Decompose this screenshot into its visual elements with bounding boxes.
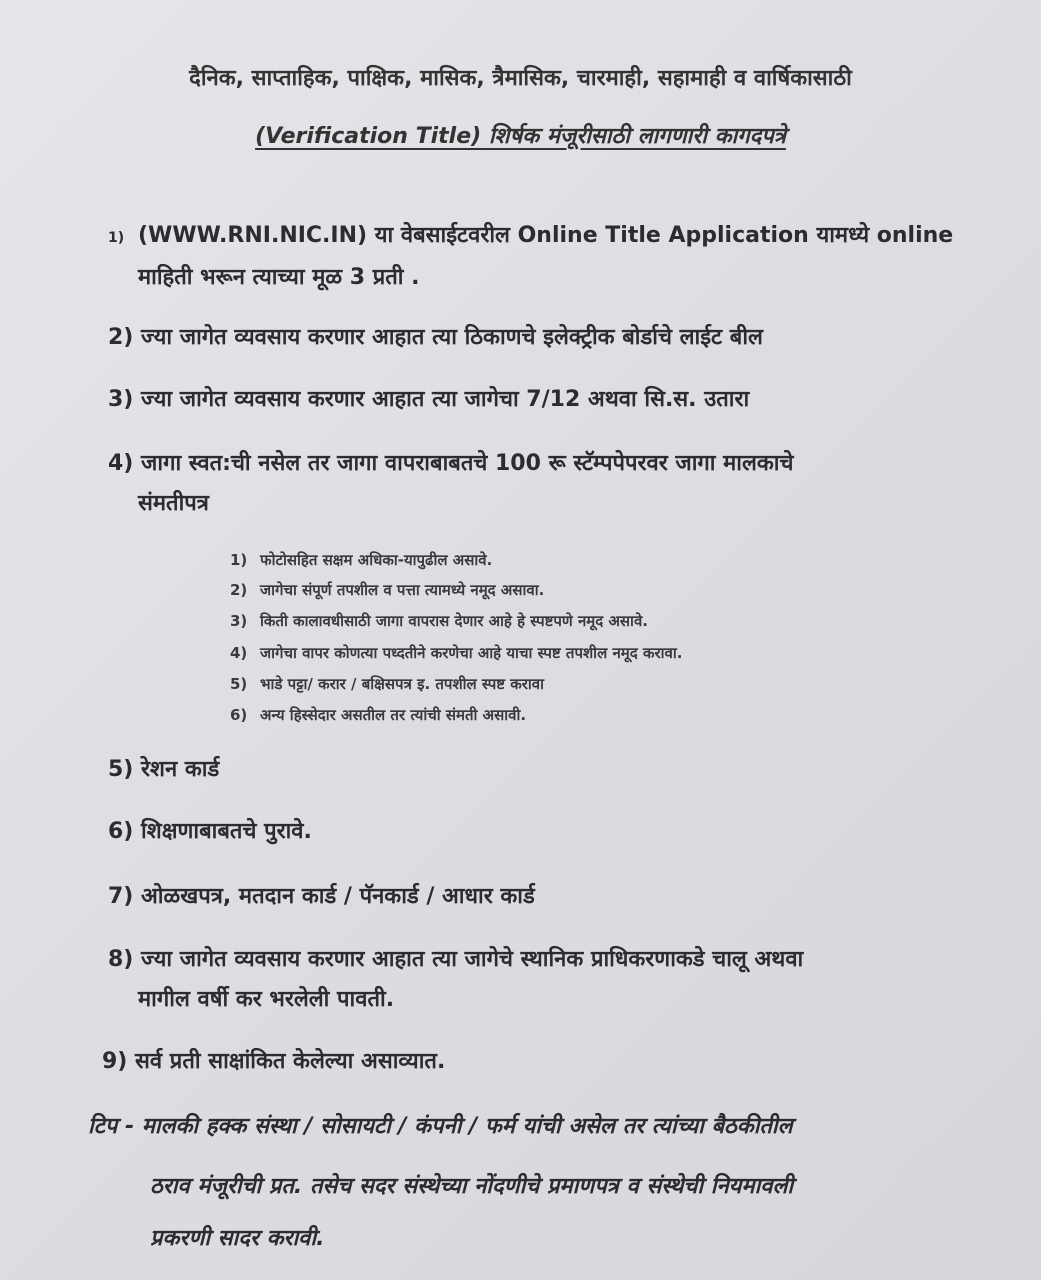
subitem-3: 3) किती कालावधीसाठी जागा वापरास देणार आहे हे स्पष्टपणे नमूद असावे. — [230, 612, 648, 630]
item-3-line1: ज्या जागेत व्यवसाय करणार आहात त्या जागेचा 7/12 अथवा सि.स. उतारा — [141, 387, 750, 412]
item-1-line1: (WWW.RNI.NIC.IN) या वेबसाईटवरील Online Title Application यामध्ये online — [138, 223, 954, 248]
subitem-4: 4) जागेचा वापर कोणत्या पध्दतीने करणेचा आहे याचा स्पष्ट तपशील नमूद करावा. — [230, 644, 683, 662]
item-5-line1: रेशन कार्ड — [141, 757, 220, 782]
subitem-2: 2) जागेचा संपूर्ण तपशील व पत्ता त्यामध्ये नमूद असावा. — [230, 581, 545, 599]
note-line2: ठराव मंजूरीची प्रत. तसेच सदर संस्थेच्या नोंदणीचे प्रमाणपत्र व संस्थेची नियमावली — [150, 1174, 794, 1199]
list-item-3: 3) ज्या जागेत व्यवसाय करणार आहात त्या जागेचा 7/12 अथवा सि.स. उतारा — [108, 387, 750, 412]
list-item-2: 2) ज्या जागेत व्यवसाय करणार आहात त्या ठिकाणचे इलेक्ट्रीक बोर्डाचे लाईट बील — [108, 325, 763, 350]
list-item-6: 6) शिक्षणाबाबतचे पुरावे. — [108, 819, 312, 844]
heading-title: (Verification Title) शिर्षक मंजूरीसाठी लागणारी कागदपत्रे — [255, 124, 786, 149]
note-line3: प्रकरणी सादर करावी. — [150, 1226, 325, 1251]
item-2-line1: ज्या जागेत व्यवसाय करणार आहात त्या ठिकाणचे इलेक्ट्रीक बोर्डाचे लाईट बील — [141, 325, 763, 350]
list-item-9: 9) सर्व प्रती साक्षांकित केलेल्या असाव्यात. — [102, 1049, 446, 1074]
list-item-4: 4) जागा स्वत:ची नसेल तर जागा वापराबाबतचे 100 रू स्टॅम्पपेपरवर जागा मालकाचे संमतीपत्र — [108, 444, 1008, 524]
item-9-line1: सर्व प्रती साक्षांकित केलेल्या असाव्यात. — [135, 1049, 446, 1074]
list-item-7: 7) ओळखपत्र, मतदान कार्ड / पॅनकार्ड / आधार कार्ड — [108, 884, 535, 909]
item-6-line1: शिक्षणाबाबतचे पुरावे. — [141, 819, 312, 844]
item-4-line2: संमतीपत्र — [138, 491, 209, 516]
list-item-5: 5) रेशन कार्ड — [108, 757, 220, 782]
heading-periodicity: दैनिक, साप्ताहिक, पाक्षिक, मासिक, त्रैमासिक, चारमाही, सहामाही व वार्षिकासाठी — [189, 66, 852, 91]
item-8-line2: मागील वर्षी कर भरलेली पावती. — [138, 987, 395, 1012]
item-8-line1: ज्या जागेत व्यवसाय करणार आहात त्या जागेचे स्थानिक प्राधिकरणाकडे चालू अथवा — [141, 947, 804, 972]
list-item-1: 1) (WWW.RNI.NIC.IN) या वेबसाईटवरील Online Title Application यामध्ये online माहिती भरून त्याच्या मूळ 3 प्रती . — [108, 216, 1008, 298]
subitem-5: 5) भाडे पट्टा/ करार / बक्षिसपत्र इ. तपशील स्पष्ट करावा — [230, 675, 545, 693]
subitem-1: 1) फोटोसहित सक्षम अधिका-यापुढील असावे. — [230, 551, 493, 569]
item-4-line1: जागा स्वत:ची नसेल तर जागा वापराबाबतचे 100 रू स्टॅम्पपेपरवर जागा मालकाचे — [141, 451, 794, 476]
subitem-6: 6) अन्य हिस्सेदार असतील तर त्यांची संमती असावी. — [230, 706, 527, 724]
note-line1: टिप - मालकी हक्क संस्था / सोसायटी / कंपनी / फर्म यांची असेल तर त्यांच्या बैठकीतील — [88, 1114, 793, 1139]
item-7-line1: ओळखपत्र, मतदान कार्ड / पॅनकार्ड / आधार कार्ड — [141, 884, 535, 909]
list-item-8: 8) ज्या जागेत व्यवसाय करणार आहात त्या जागेचे स्थानिक प्राधिकरणाकडे चालू अथवा मागील वर्षी कर भरलेली पावती. — [108, 940, 1008, 1020]
item-1-line2: माहिती भरून त्याच्या मूळ 3 प्रती . — [138, 265, 420, 290]
